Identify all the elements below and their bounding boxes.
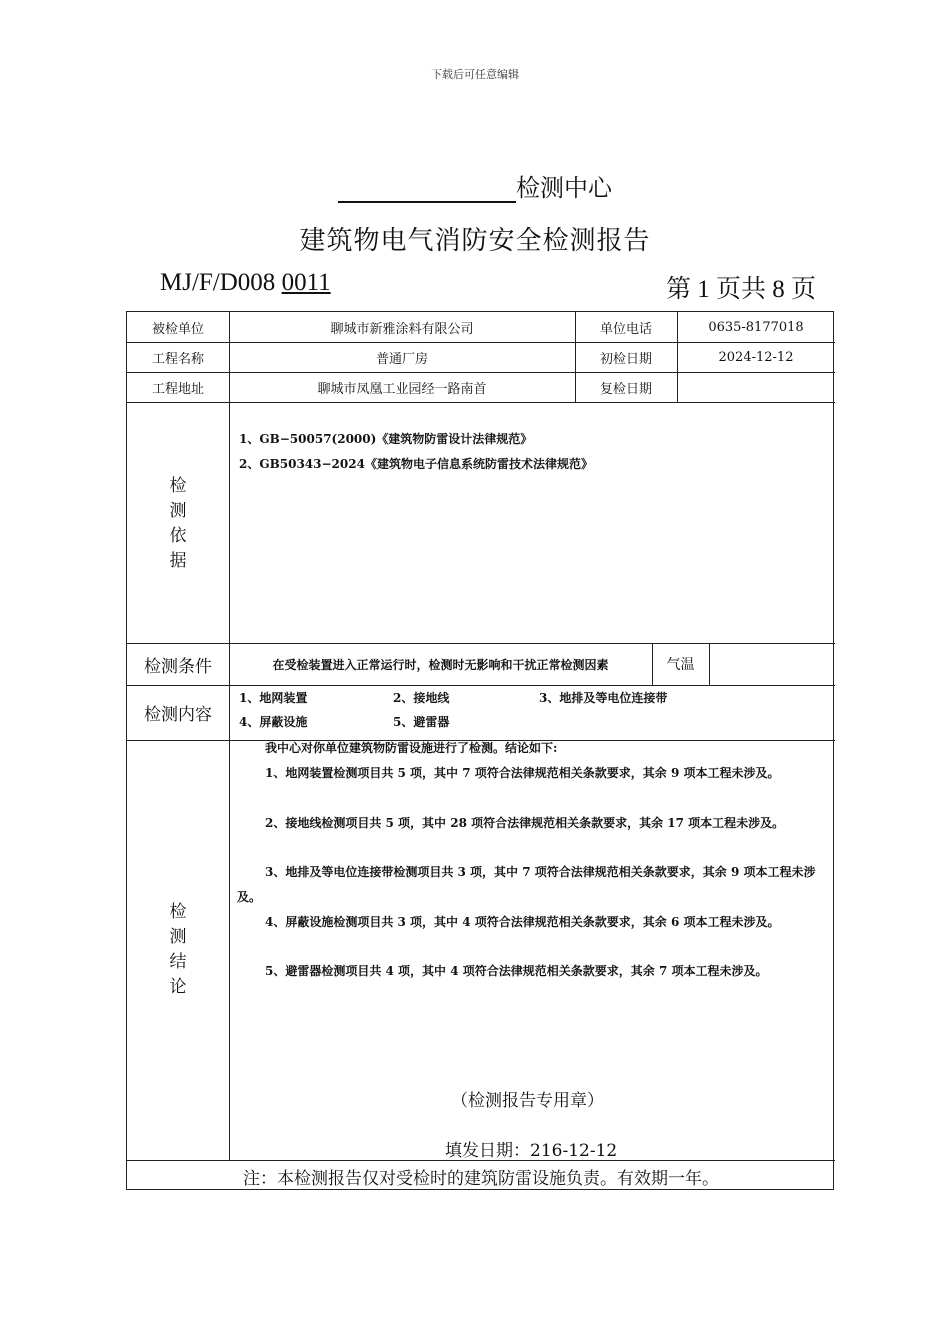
issue-date: 填发日期：216-12-12: [445, 1141, 618, 1161]
footer-note: 注：本检测报告仅对受检时的建筑防雷设施负责。有效期一年。: [243, 1169, 719, 1189]
conclusion-item: 1、地网装置检测项目共 5 项，其中 7 项符合法律规范相关条款要求，其余 9 项本工程未涉及。: [265, 766, 780, 780]
center-title-text: 检测中心: [516, 174, 612, 202]
unit-value: 聊城市新雅涂料有限公司: [330, 321, 474, 337]
col-divider: [229, 312, 230, 1160]
address-value: 聊城市凤凰工业园经一路南首: [317, 381, 487, 397]
conclusion-label-char: 检: [169, 902, 187, 922]
content-item: 2、接地线: [393, 691, 450, 705]
conclusion-item: 2、接地线检测项目共 5 项，其中 28 项符合法律规范相关条款要求，其余 17 项本工程未涉及。: [265, 816, 785, 830]
conclusion-label-char: 结: [169, 952, 187, 972]
conclusion-item: 5、避雷器检测项目共 4 项，其中 4 项符合法律规范相关条款要求，其余 7 项本工程未涉及。: [265, 964, 768, 978]
basis-label-char: 测: [169, 501, 187, 521]
basis-item: 1、GB−50057(2000)《建筑物防雷设计法律规范》: [239, 432, 533, 446]
row-divider: [127, 402, 835, 403]
temp-label: 气温: [666, 657, 695, 673]
report-form: [126, 311, 834, 1190]
center-title: [0, 168, 950, 203]
report-code-number: 0011: [281, 269, 331, 296]
conclusion-label: [166, 900, 190, 1000]
project-label: 工程名称: [151, 351, 204, 367]
basis-item: 2、GB50343−2024《建筑物电子信息系统防雷技术法律规范》: [239, 457, 593, 471]
basis-label-char: 依: [169, 526, 187, 546]
first-date-value: 2024-12-12: [718, 349, 794, 365]
report-code: [160, 269, 331, 297]
row-divider: [127, 685, 835, 686]
recheck-value: [677, 372, 835, 402]
stamp-text: （检测报告专用章）: [451, 1091, 604, 1111]
basis-label-char: 检: [169, 476, 187, 496]
phone-value: 0635-8177018: [708, 319, 804, 335]
recheck-label: 复检日期: [599, 381, 652, 397]
temp-value: [709, 643, 835, 685]
conclusion-label-char: 测: [169, 927, 187, 947]
conditions-label: 检测条件: [144, 656, 212, 677]
content-item: 4、屏蔽设施: [239, 715, 308, 729]
conclusion-item: 4、屏蔽设施检测项目共 3 项，其中 4 项符合法律规范相关条款要求，其余 6 项本工程未涉及。: [265, 915, 780, 929]
first-date-label: 初检日期: [599, 351, 652, 367]
conclusion-item: 3、地排及等电位连接带检测项目共 3 项，其中 7 项符合法律规范相关条款要求，其余 9 项本工程未涉及。: [237, 865, 816, 904]
phone-label: 单位电话: [599, 321, 652, 337]
top-note: 下载后可任意编辑: [431, 68, 519, 81]
project-value: 普通厂房: [375, 351, 428, 367]
content-item: 1、地网装置: [239, 691, 308, 705]
basis-label-char: 据: [169, 551, 187, 571]
unit-label: 被检单位: [151, 321, 204, 337]
conditions-value: 在受检装置进入正常运行时，检测时无影响和干扰正常检测因素: [272, 657, 609, 672]
conclusion-label-char: 论: [169, 977, 187, 997]
center-name-blank: [338, 173, 516, 203]
page-info: 第 1 页共 8 页: [665, 276, 816, 303]
report-code-prefix: MJ/F/D008: [160, 269, 282, 296]
content-item: 5、避雷器: [393, 715, 450, 729]
conclusion-intro: 我中心对你单位建筑物防雷设施进行了检测。结论如下:: [265, 741, 558, 755]
address-label: 工程地址: [151, 381, 204, 397]
content-label: 检测内容: [144, 705, 212, 725]
report-title: 建筑物电气消防安全检测报告: [299, 226, 651, 256]
content-item: 3、地排及等电位连接带: [539, 691, 668, 705]
basis-label: [166, 474, 190, 574]
